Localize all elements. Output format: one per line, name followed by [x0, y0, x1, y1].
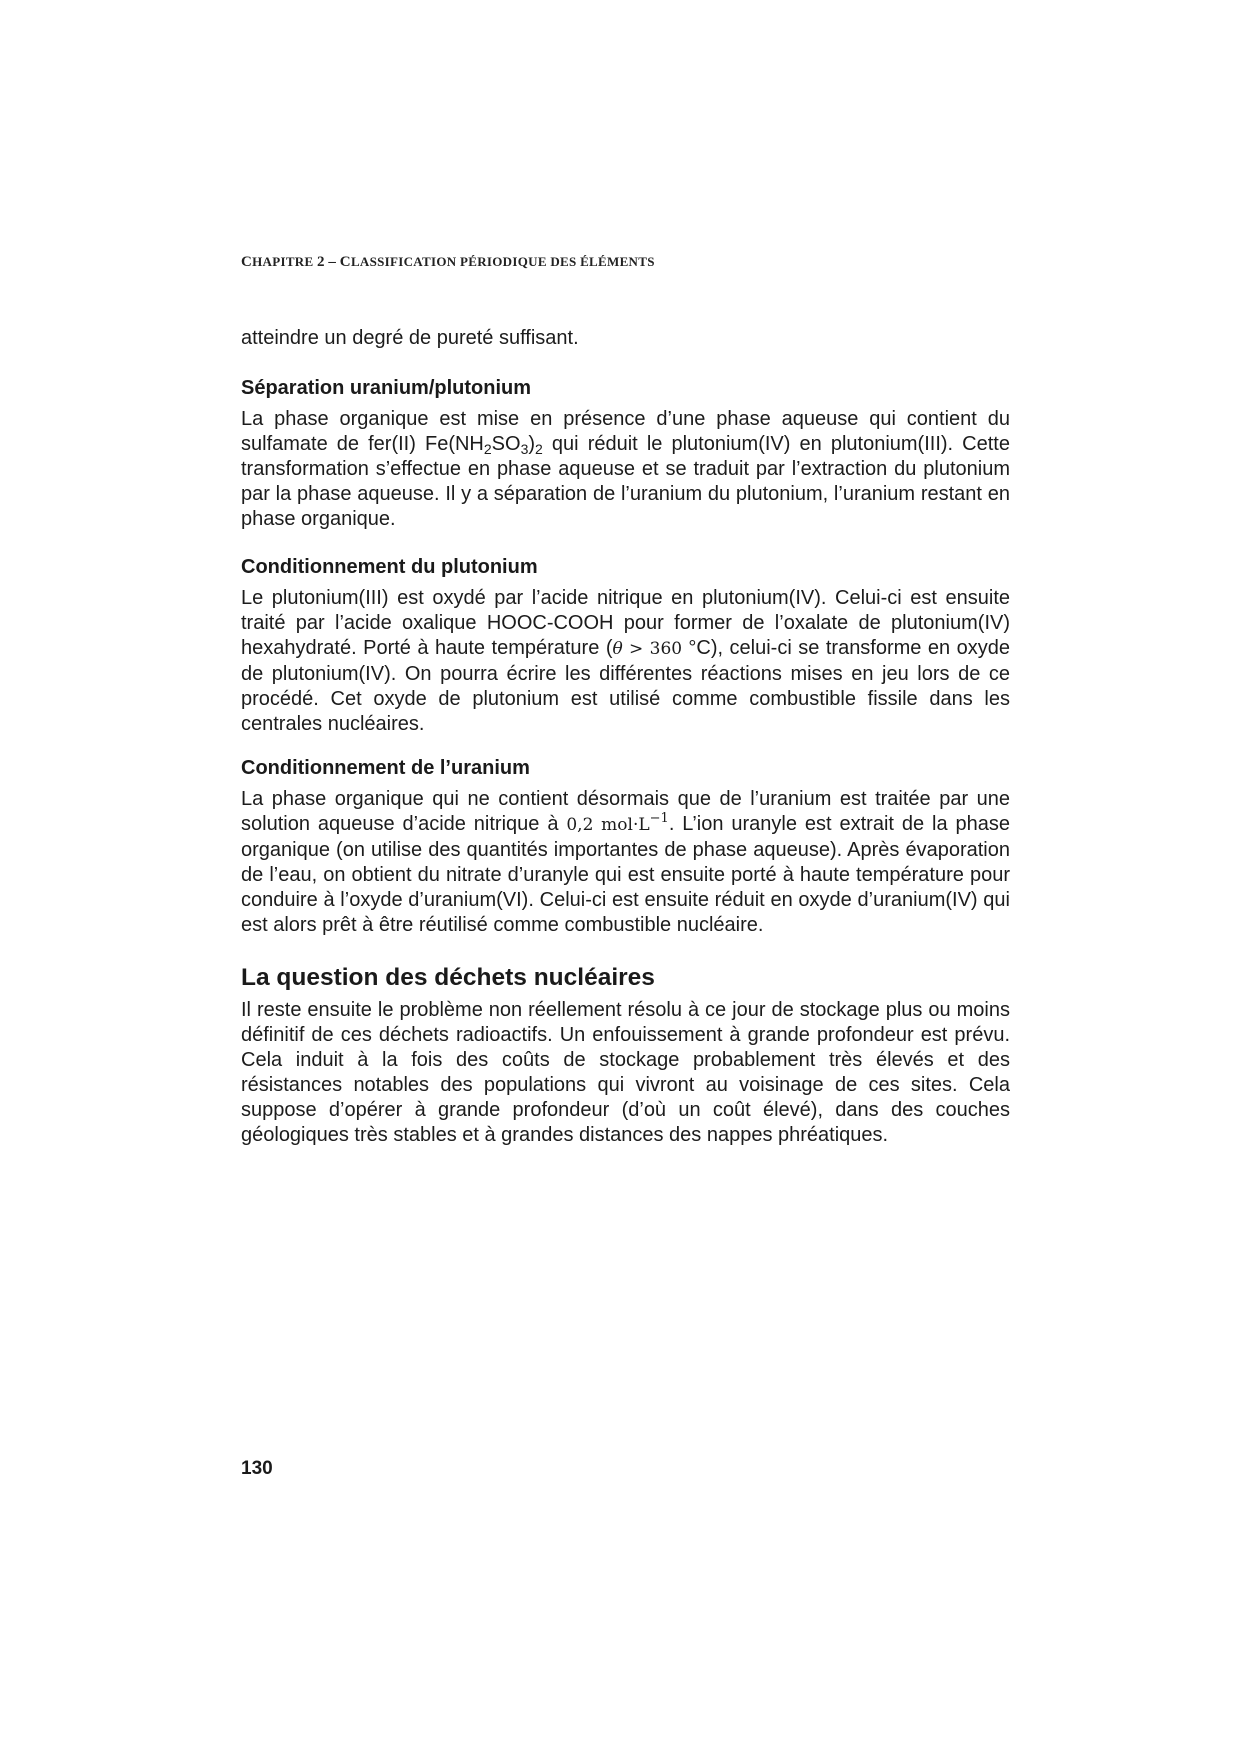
waste-paragraph: Il reste ensuite le problème non réellement résolu à ce jour de stockage plus ou moins définitif de ces déchets radioactifs. Un enfouissement à grande profondeur est prévu. Cela induit à la fois des coûts de stockage probablement très élevés et des résistances notables des populations qui vivront au voisinage de ces sites. Cela suppose d’opérer à grande profondeur (d’où un coût élevé), dans des couches géologiques très stables et à grandes distances des nappes phréatiques. — [241, 999, 1010, 1146]
chapter-initial: C — [241, 254, 253, 270]
uranium-paragraph: La phase organique qui ne contient désormais que de l’uranium est traitée par une solution aqueuse d’acide nitrique à 0,2 $mol\cdot L^{-1}$. L’ion uranyle est extrait de la phase organique (on utilise des quantités importantes de phase aqueuse). Après évaporation de l’eau, on obtient du nitrate d’uranyle qui est ensuite porté à haute température pour conduire à l’oxyde d’uranium(VI). Celui-ci est ensuite réduit en oxyde d’uranium(IV) qui est alors prêt à être réutilisé comme combustible nucléaire. — [241, 788, 1010, 936]
running-head — [241, 254, 655, 271]
plutonium-paragraph: Le plutonium(III) est oxydé par l’acide nitrique en plutonium(IV). Celui-ci est ensuite traité par l’acide oxalique HOOC-COOH pour former de l’oxalate de plutonium(IV) hexahydraté. Porté à haute température (θ > 360 °C), celui-ci se transforme en oxyde de plutonium(IV). On pourra écrire les différentes réactions mises en jeu lors de ce procédé. Cet oxyde de plutonium est utilisé comme combustible fissile dans les centrales nucléaires. — [241, 587, 1010, 735]
separation-heading: Séparation uranium/plutonium — [241, 377, 532, 399]
chapter-label: HAPITRE — [252, 254, 314, 269]
chapter-number: 2 — [317, 254, 325, 270]
separation-paragraph: La phase organique est mise en présence d’une phase aqueuse qui contient du sulfamate de fer(II) $Fe(NH_2SO_3)_2$ qui réduit le plutonium(IV) en plutonium(III). Cette transformation s’effectue en phase aqueuse et se traduit par l’extraction du plutonium par la phase aqueuse. Il y a séparation de l’uranium du plutonium, l’uranium restant en phase organique. — [241, 408, 1010, 530]
waste-section-title: La question des déchets nucléaires — [241, 964, 655, 991]
intro-paragraph — [241, 326, 1010, 351]
intro-text: atteindre un degré de pureté suffisant. — [241, 327, 579, 349]
chapter-title-initial: C — [339, 254, 351, 270]
chapter-title: LASSIFICATION PÉRIODIQUE DES ÉLÉMENTS — [350, 254, 655, 269]
header-dash: – — [328, 254, 337, 270]
uranium-heading: Conditionnement de l’uranium — [241, 757, 530, 779]
page-number: 130 — [241, 1458, 273, 1479]
plutonium-heading: Conditionnement du plutonium — [241, 556, 538, 578]
